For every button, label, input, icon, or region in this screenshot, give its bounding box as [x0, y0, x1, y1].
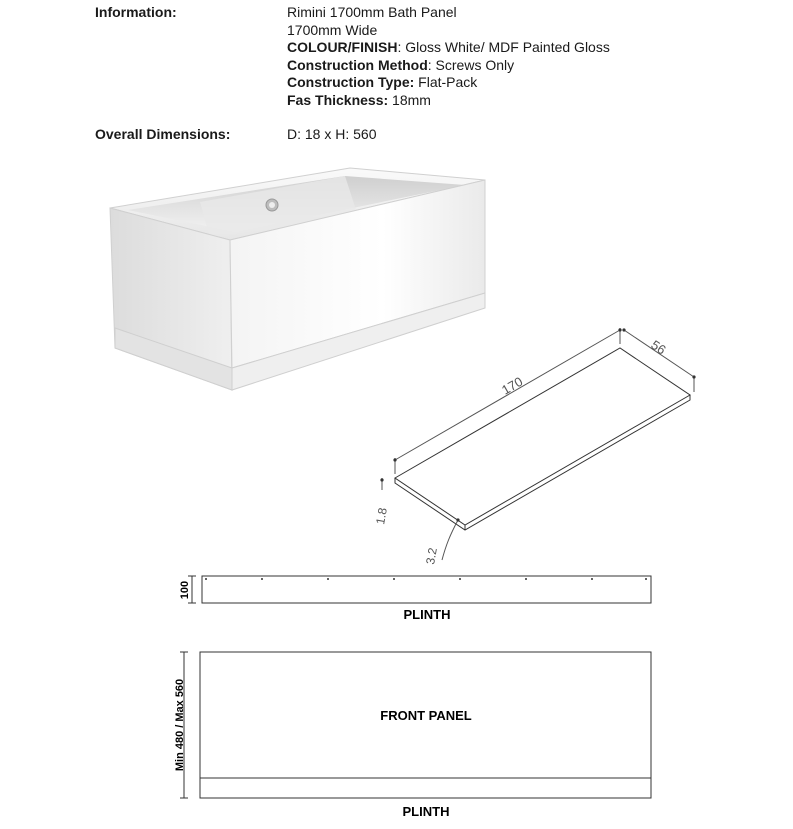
- colour-finish-line: [287, 39, 610, 57]
- product-width: 1700mm Wide: [287, 21, 378, 38]
- panel-thickness-label: 1.8: [373, 506, 390, 526]
- front-panel-height-label: Min 480 / Max 560: [173, 678, 186, 772]
- construction-type-value: Flat-Pack: [414, 74, 478, 91]
- front-panel-drawing: [170, 648, 660, 826]
- front-panel-title: FRONT PANEL: [380, 708, 472, 723]
- plinth-drawing: [170, 570, 660, 630]
- information-block: [287, 4, 610, 110]
- front-plinth-title: PLINTH: [402, 804, 450, 819]
- panel-length-label: 170: [499, 373, 526, 398]
- construction-method-key: Construction Method: [287, 56, 428, 73]
- information-label: Information:: [95, 4, 177, 20]
- fas-thickness-key: Fas Thickness:: [287, 91, 389, 108]
- construction-type-key: Construction Type:: [287, 74, 415, 91]
- fas-thickness-value: 18mm: [388, 91, 431, 108]
- panel-width-label: 56: [648, 337, 669, 358]
- fas-thickness-line: [287, 92, 610, 110]
- construction-method-value: : Screws Only: [427, 56, 515, 73]
- plinth-height-label: 100: [178, 580, 191, 600]
- panel-isometric-drawing: [370, 320, 700, 570]
- product-name: Rimini 1700mm Bath Panel: [287, 4, 457, 20]
- overall-dimensions-value: D: 18 x H: 560: [287, 126, 377, 142]
- panel-edge-label: 3.2: [423, 546, 440, 566]
- overall-dimensions-label: Overall Dimensions:: [95, 126, 231, 142]
- colour-finish-key: COLOUR/FINISH: [287, 39, 398, 56]
- plinth-title: PLINTH: [403, 607, 451, 622]
- colour-finish-value: : Gloss White/ MDF Painted Gloss: [397, 39, 610, 56]
- construction-type-line: [287, 74, 610, 92]
- construction-method-line: [287, 57, 610, 75]
